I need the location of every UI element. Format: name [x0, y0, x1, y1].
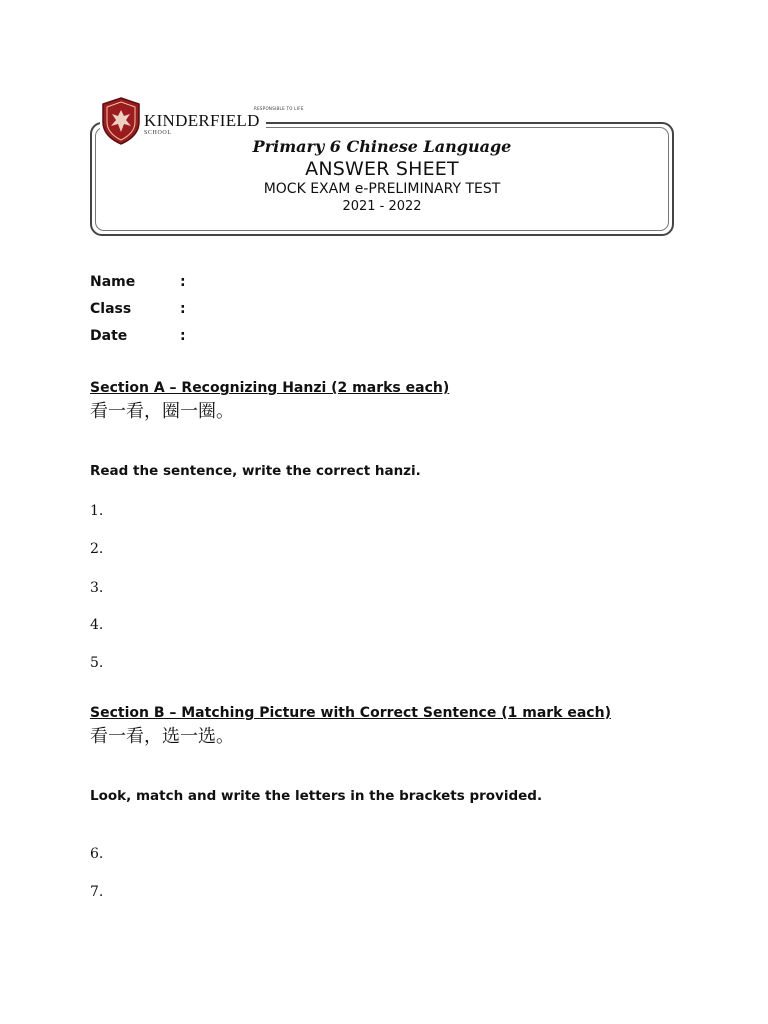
class-label: Class [90, 301, 132, 317]
section-b-instruction: Look, match and write the letters in the brackets provided. [90, 788, 543, 804]
school-year: 2021 - 2022 [342, 199, 422, 214]
class-field [90, 300, 186, 318]
name-label: Name [90, 274, 136, 290]
title-block [200, 136, 564, 216]
school-wordmark [144, 106, 304, 136]
section-b-chinese: 看一看，选一选。 [90, 726, 234, 747]
school-name: KINDERFIELD [144, 111, 260, 130]
school-motto: RESPONSIBLE TO LIFE [254, 106, 304, 111]
question-7: 7. [90, 884, 104, 900]
exam-name: MOCK EXAM e-PRELIMINARY TEST [263, 181, 501, 197]
date-field [90, 327, 186, 345]
section-b-title: Section B – Matching Picture with Correct Sentence (1 mark each) [90, 705, 611, 721]
question-4: 4. [90, 617, 104, 633]
date-label: Date [90, 328, 128, 344]
question-1: 1. [90, 503, 104, 519]
school-crest-icon [100, 96, 142, 146]
doc-type: ANSWER SHEET [305, 158, 459, 180]
section-a-title: Section A – Recognizing Hanzi (2 marks each) [90, 380, 450, 396]
name-colon: : [180, 274, 186, 290]
question-2: 2. [90, 541, 104, 557]
subject-title: Primary 6 Chinese Language [252, 137, 512, 156]
date-colon: : [180, 328, 186, 344]
question-5: 5. [90, 655, 104, 671]
class-colon: : [180, 301, 186, 317]
section-a-instruction: Read the sentence, write the correct hanzi. [90, 463, 421, 479]
section-a-chinese: 看一看，圈一圈。 [90, 401, 234, 422]
name-field [90, 273, 186, 291]
school-sub: SCHOOL [144, 130, 172, 136]
question-6: 6. [90, 846, 104, 862]
question-3: 3. [90, 580, 104, 596]
